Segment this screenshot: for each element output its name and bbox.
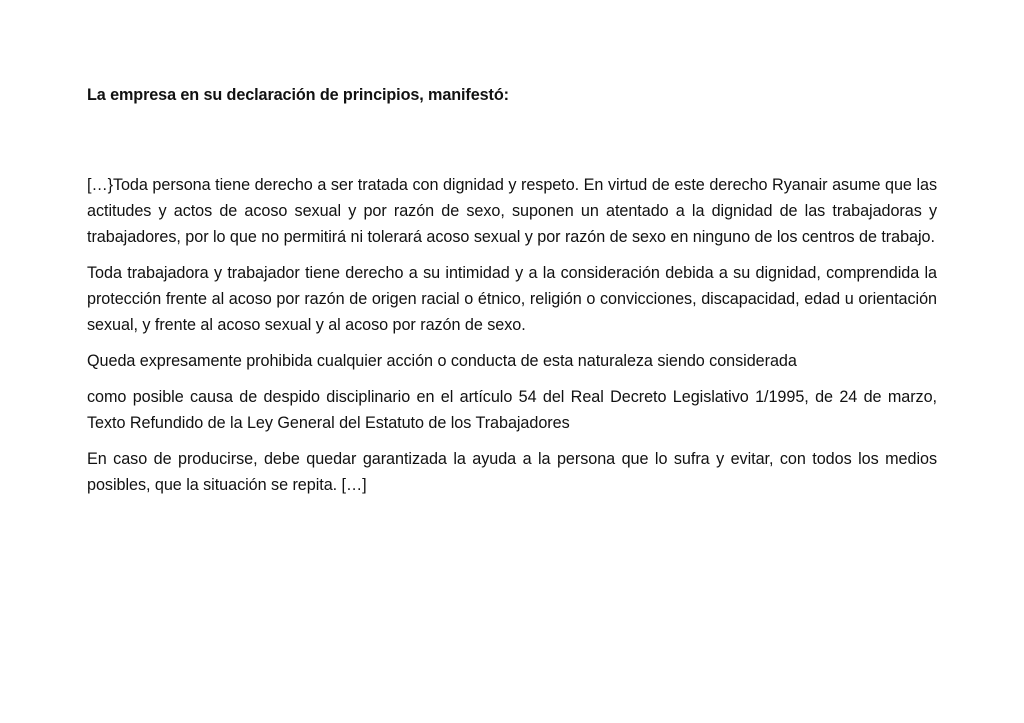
paragraph-dismissal-cause: como posible causa de despido disciplinario en el artículo 54 del Real Decreto Legislativo 1/1995, de 24 de marzo, Texto Refundido de la Ley General del Estatuto de los Trabajadores <box>87 388 937 432</box>
paragraph-assistance: En caso de producirse, debe quedar garantizada la ayuda a la persona que lo sufra y evitar, con todos los medios posibles, que la situación se repita. […] <box>87 450 937 494</box>
document-content <box>87 82 937 508</box>
document-body <box>87 172 937 498</box>
paragraph-declaration: […}Toda persona tiene derecho a ser tratada con dignidad y respeto. En virtud de este derecho Ryanair asume que las actitudes y actos de acoso sexual y por razón de sexo, suponen un atentado a la dignidad de las trabajadoras y trabajadores, por lo que no permitirá ni tolerará acoso sexual y por razón de sexo en ninguno de los centros de trabajo. <box>87 176 937 246</box>
paragraph-prohibition: Queda expresamente prohibida cualquier acción o conducta de esta naturaleza siendo considerada <box>87 352 797 370</box>
document-heading: La empresa en su declaración de principios, manifestó: <box>87 86 509 104</box>
paragraph-right-to-privacy: Toda trabajadora y trabajador tiene derecho a su intimidad y a la consideración debida a su dignidad, comprendida la protección frente al acoso por razón de origen racial o étnico, religión o convicciones, discapacidad, edad u orientación sexual, y frente al acoso sexual y al acoso por razón de sexo. <box>87 264 937 334</box>
